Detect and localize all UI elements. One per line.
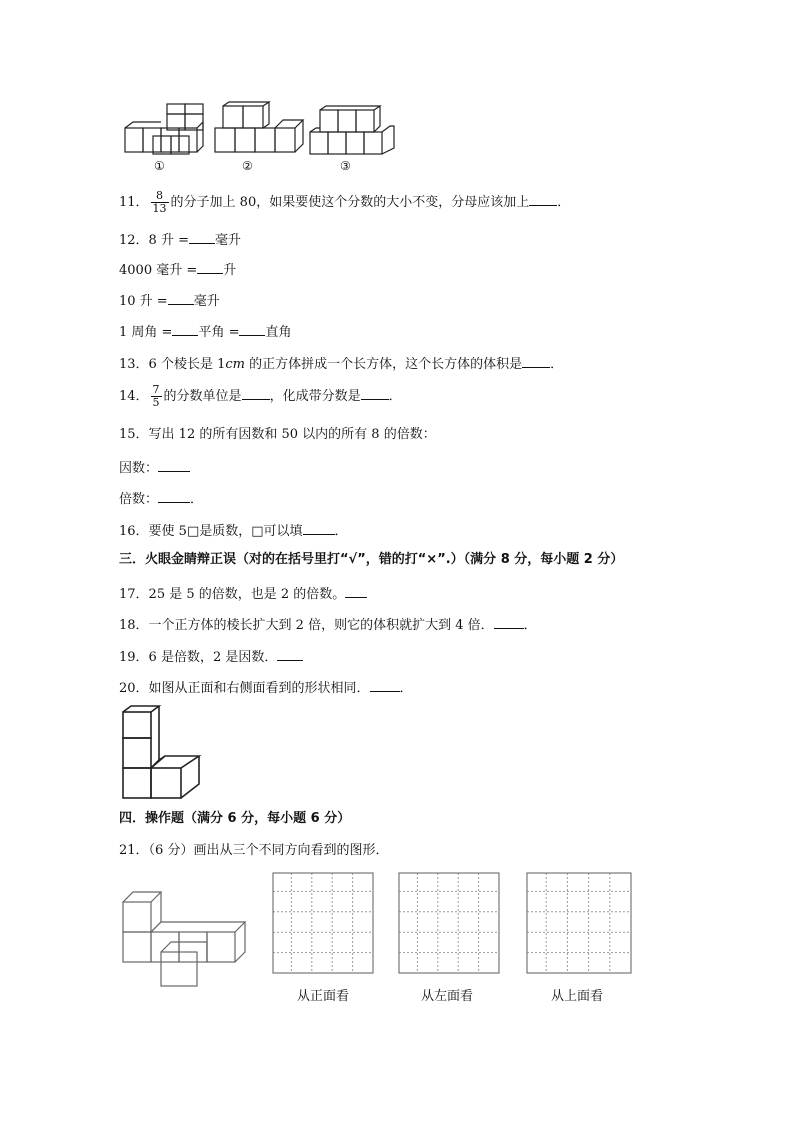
question-20: 20．如图从正面和右侧面看到的形状相同． ． — [119, 677, 413, 698]
answer-blank[interactable] — [529, 191, 557, 206]
question-12-line-3: 10 升 = 毫升 — [119, 290, 220, 311]
question-13: 13．6 个棱长是 1cm 的正方体拼成一个长方体，这个长方体的体积是 ． — [119, 353, 563, 374]
grid-front-view[interactable] — [271, 871, 375, 975]
figure-2-label: ② — [242, 159, 253, 173]
answer-blank[interactable] — [172, 321, 198, 336]
grid-left-view[interactable] — [397, 871, 501, 975]
cube-figure-1 — [123, 100, 209, 156]
answer-blank[interactable] — [158, 488, 190, 503]
question-15-factors: 因数： — [119, 457, 190, 478]
question-21: 21．（6 分）画出从三个不同方向看到的图形． — [119, 843, 389, 858]
answer-blank[interactable] — [494, 614, 524, 629]
answer-blank[interactable] — [242, 385, 270, 400]
question-12-line-1: 12．8 升 = 毫升 — [119, 229, 241, 250]
answer-blank[interactable] — [522, 353, 550, 368]
answer-blank[interactable] — [168, 290, 194, 305]
grid-left-caption: 从左面看 — [421, 989, 474, 1004]
answer-blank[interactable] — [345, 583, 367, 598]
question-15-multiples: 倍数： ． — [119, 488, 203, 509]
question-12-line-2: 4000 毫升 = 升 — [119, 259, 236, 280]
figure-3-label: ③ — [340, 159, 351, 173]
answer-blank[interactable] — [361, 385, 389, 400]
cube-figure-3 — [308, 100, 396, 156]
question-16: 16．要使 5□是质数，□可以填 ． — [119, 520, 348, 541]
question-15: 15．写出 12 的所有因数和 50 以内的所有 8 的倍数： — [119, 427, 436, 442]
answer-blank[interactable] — [189, 229, 215, 244]
cube-figure-2 — [213, 100, 305, 156]
figure-1-label: ① — [154, 159, 165, 173]
question-number: 11． — [119, 195, 149, 210]
answer-blank[interactable] — [158, 457, 190, 472]
answer-blank[interactable] — [197, 259, 223, 274]
question-11: 11． $\frac{8}{13}$ 的分子加上 80，如果要使这个分数的大小不变，分母应该加上 ． — [119, 189, 571, 215]
answer-blank[interactable] — [277, 646, 303, 661]
section-3-title: 三．火眼金睛辩正误（对的在括号里打“√”，错的打“×”.）（满分 8 分，每小题 2 分） — [119, 552, 624, 567]
question-17: 17．25 是 5 的倍数，也是 2 的倍数。 — [119, 583, 367, 604]
answer-blank[interactable] — [370, 677, 400, 692]
grid-front-caption: 从正面看 — [297, 989, 350, 1004]
grid-top-view[interactable] — [525, 871, 633, 975]
fraction-7-5: $\frac{7}{5}$ — [152, 383, 160, 409]
answer-blank[interactable] — [239, 321, 265, 336]
fraction-8-13: $\frac{8}{13}$ — [152, 189, 167, 215]
question-12-line-4: 1 周角 = 平角 = 直角 — [119, 321, 291, 342]
question-19: 19．6 是倍数，2 是因数． — [119, 646, 303, 667]
cube-figure-q21 — [121, 886, 263, 990]
grid-top-caption: 从上面看 — [551, 989, 604, 1004]
section-4-title: 四．操作题（满分 6 分，每小题 6 分） — [119, 811, 351, 826]
question-14: 14． $\frac{7}{5}$ 的分数单位是 ，化成带分数是 ． — [119, 383, 402, 409]
cube-figure-q20 — [121, 704, 203, 800]
answer-blank[interactable] — [303, 520, 335, 535]
question-18: 18．一个正方体的棱长扩大到 2 倍，则它的体积就扩大到 4 倍． ． — [119, 614, 537, 635]
